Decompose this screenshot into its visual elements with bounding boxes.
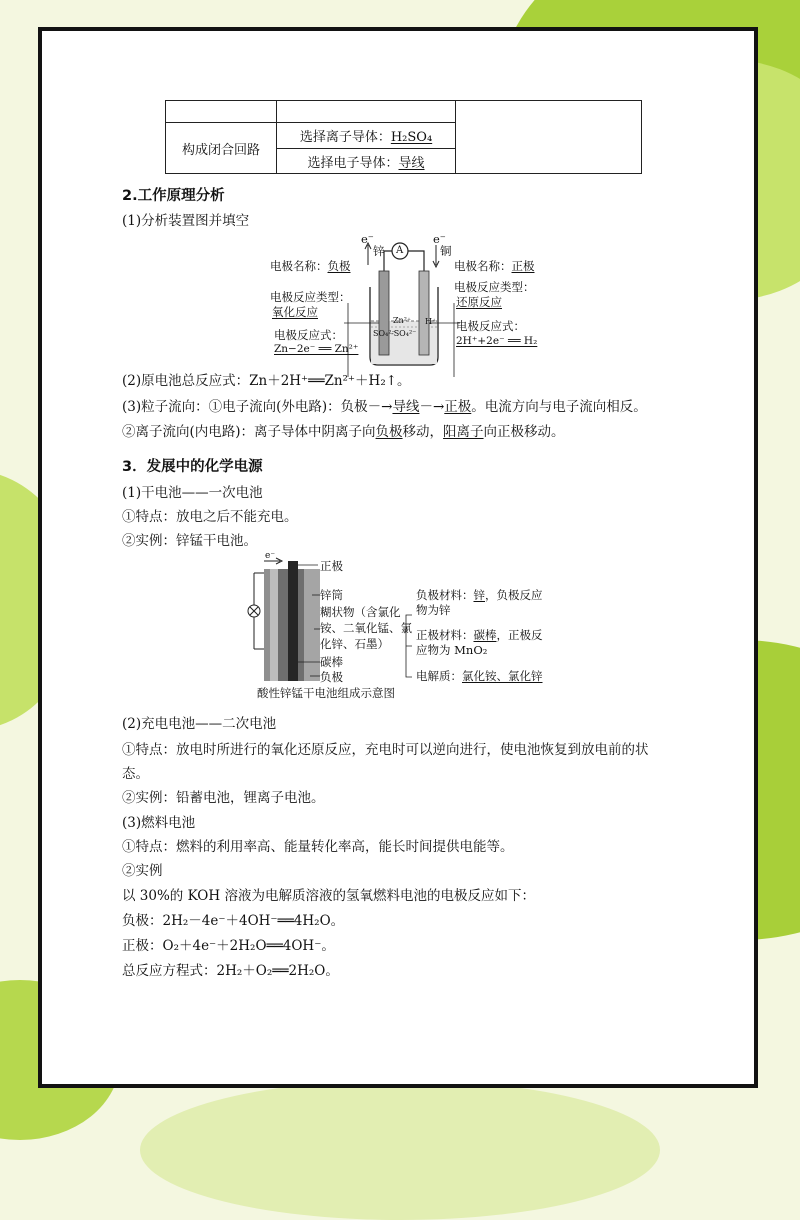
- section-heading: 3．发展中的化学电源: [122, 459, 263, 475]
- text-line: ②实例: [122, 863, 163, 879]
- document-page: [38, 27, 758, 1088]
- equation-line: 正极：O₂＋4e⁻＋2H₂O══4OH⁻。: [122, 938, 335, 954]
- equation-line: 负极：2H₂－4e⁻＋4OH⁻══4H₂O。: [122, 913, 345, 929]
- left-reaction-type-answer: 氧化反应: [272, 305, 318, 319]
- electron-label: e⁻: [361, 232, 374, 246]
- right-reaction-type-answer: 还原反应: [456, 295, 502, 309]
- text-line: ①特点：放电时所进行的氧化还原反应，充电时可以逆向进行，使电池恢复到放电前的状: [122, 742, 649, 758]
- positive-label: 正极: [320, 559, 343, 573]
- negative-label: 负极: [320, 670, 343, 684]
- carbon-rod-label: 碳棒: [320, 655, 343, 669]
- electron-flow: (3)粒子流向：①电子流向(外电路)：负极－→导线－→正极。电流方向与电子流向相反。: [122, 399, 647, 415]
- text-line: 以 30%的 KOH 溶液为电解质溶液的氢氧燃料电池的电极反应如下：: [122, 888, 535, 904]
- section-heading: 2.工作原理分析: [122, 188, 225, 204]
- text-line: 态。: [122, 766, 149, 782]
- electron-label: e⁻: [265, 551, 276, 561]
- table-cell: [456, 101, 642, 174]
- paste-label: 铵、二氧化锰、氯: [320, 621, 412, 635]
- overall-reaction: (2)原电池总反应式：Zn＋2H⁺══Zn²⁺＋H₂↑。: [122, 373, 411, 389]
- text-line: ②实例：锌锰干电池。: [122, 533, 257, 549]
- zinc-label: 锌: [373, 244, 385, 258]
- left-electrode-name: 电极名称：负极: [270, 259, 351, 273]
- right-equation-label: 电极反应式：: [456, 319, 525, 333]
- negative-material: 负极材料：锌，负极反应: [416, 588, 543, 602]
- ammeter-icon: A: [396, 245, 404, 256]
- ion-conductor-answer: H₂SO₄: [390, 130, 433, 145]
- subheading: (2)充电电池——二次电池: [122, 716, 277, 732]
- positive-material: 正极材料：碳棒，正极反: [416, 628, 543, 642]
- table-row-label: 构成闭合回路: [166, 123, 277, 174]
- ion-label: H⁺: [425, 317, 437, 326]
- left-equation-label: 电极反应式：: [274, 328, 343, 342]
- electrolyte: 电解质：氯化铵、氯化锌: [416, 669, 543, 683]
- subheading: (1)干电池——一次电池: [122, 485, 263, 501]
- left-equation-answer: Zn−2e⁻ ══ Zn²⁺: [274, 343, 359, 355]
- text-line: ①特点：放电之后不能充电。: [122, 509, 298, 525]
- zinc-can-label: 锌筒: [320, 588, 343, 602]
- table-cell: [277, 101, 456, 123]
- subheading: (1)分析装置图并填空: [122, 213, 250, 229]
- right-reaction-type: 电极反应类型：: [454, 280, 535, 294]
- electron-conductor-answer: 导线: [398, 155, 425, 171]
- equation-line: 总反应方程式：2H₂＋O₂══2H₂O。: [122, 963, 339, 979]
- background-blob: [140, 1080, 660, 1220]
- ion-flow: ②离子流向(内电路)：离子导体中阴离子向负极移动，阳离子向正极移动。: [122, 424, 565, 440]
- ion-label: -SO₄²⁻: [391, 329, 417, 338]
- negative-material: 物为锌: [416, 603, 451, 617]
- positive-material: 应物为 MnO₂: [416, 643, 488, 657]
- right-electrode-name: 电极名称：正极: [454, 259, 535, 273]
- electron-label: e⁻: [433, 232, 446, 246]
- copper-label: 铜: [440, 244, 452, 258]
- right-equation-answer: 2H⁺+2e⁻ ══ H₂: [456, 335, 538, 347]
- paste-label: 化锌、石墨）: [320, 637, 389, 651]
- diagram-caption: 酸性锌锰干电池组成示意图: [257, 686, 395, 700]
- ion-conductor-cell: 选择离子导体：H₂SO₄: [277, 123, 456, 149]
- electron-conductor-cell: 选择电子导体：导线: [277, 149, 456, 174]
- circuit-table: [165, 100, 642, 174]
- text-line: ②实例：铅蓄电池，锂离子电池。: [122, 790, 325, 806]
- paste-label: 糊状物（含氯化: [320, 605, 401, 619]
- ion-label: Zn²⁺: [393, 316, 412, 325]
- table-cell: [166, 101, 277, 123]
- text-line: ①特点：燃料的利用率高、能量转化率高，能长时间提供电能等。: [122, 839, 514, 855]
- subheading: (3)燃料电池: [122, 815, 196, 831]
- left-reaction-type: 电极反应类型：: [270, 290, 351, 304]
- ion-label: SO₄²⁻: [373, 329, 396, 338]
